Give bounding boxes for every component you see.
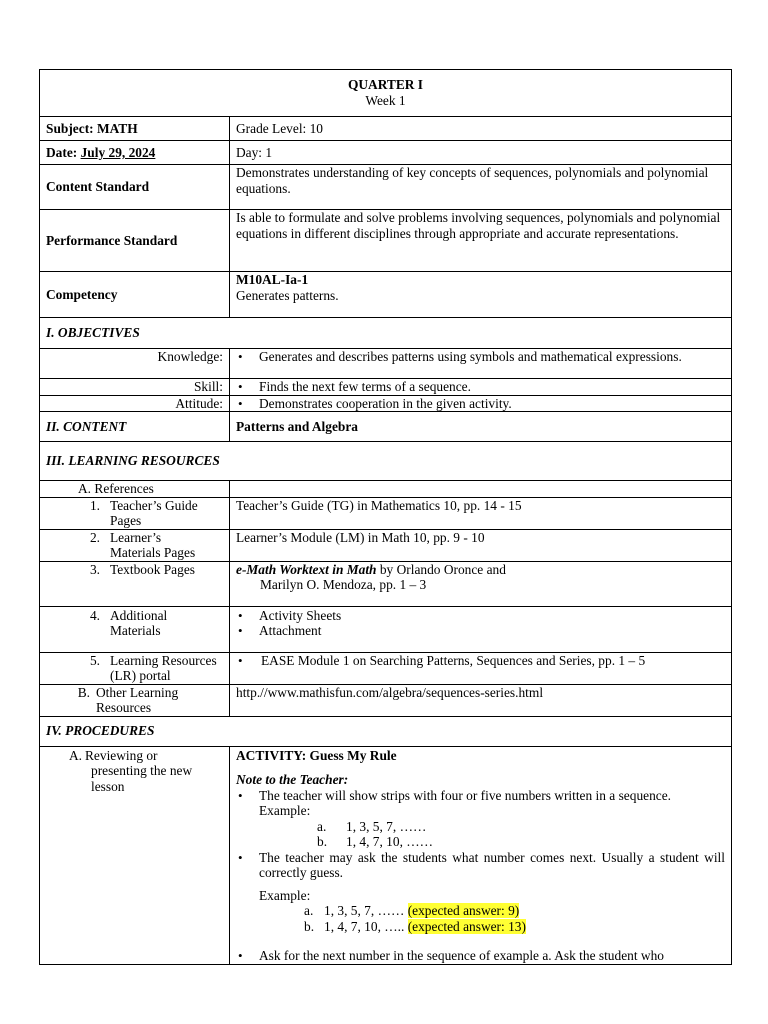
performance-standard-text: Is able to formulate and solve problems involving sequences, polynomials and polynomial equations in different disciplines through appropriate and accurate representations. xyxy=(230,210,732,272)
date-cell xyxy=(40,141,230,165)
competency-row xyxy=(40,272,732,318)
content-standard-label: Content Standard xyxy=(40,165,230,210)
date-label: Date: xyxy=(46,144,78,160)
knowledge-text: • Generates and describes patterns using symbols and mathematical expressions. xyxy=(236,349,725,365)
textbook-value xyxy=(230,561,732,606)
attitude-cell xyxy=(230,395,732,412)
skill-row xyxy=(40,379,732,396)
learners-materials-label-2: Materials Pages xyxy=(110,545,196,560)
date-value: July 29, 2024 xyxy=(80,144,156,160)
resources-heading: III. LEARNING RESOURCES xyxy=(40,442,732,481)
attitude-row xyxy=(40,395,732,412)
competency-text: Generates patterns. xyxy=(236,287,339,303)
procedure-bullet-2: • The teacher may ask the students what number comes next. Usually a student will correctly guess. xyxy=(236,850,725,881)
competency-label: Competency xyxy=(40,272,230,318)
additional-materials-label-2: Materials xyxy=(110,623,161,638)
quarter-header xyxy=(40,70,732,117)
procedure-bullet-1-example: Example: xyxy=(259,803,311,818)
lr-portal-value: • EASE Module 1 on Searching Patterns, Sequences and Series, pp. 1 – 5 xyxy=(236,653,725,669)
teachers-guide-value: Teacher’s Guide (TG) in Mathematics 10, pp. 14 - 15 xyxy=(230,497,732,529)
learners-materials-num: 2. xyxy=(89,529,100,545)
attitude-label: Attitude: xyxy=(40,395,230,412)
procedures-heading: IV. PROCEDURES xyxy=(40,716,732,746)
learners-materials-label-1: Learner’s xyxy=(110,529,162,545)
quarter-title: QUARTER I xyxy=(347,77,424,92)
other-resources-label-1: Other Learning xyxy=(96,684,179,700)
textbook-title: e-Math Worktext in Math xyxy=(236,561,377,577)
knowledge-row xyxy=(40,349,732,379)
references-value xyxy=(230,481,732,498)
additional-item-activity-sheets: • Activity Sheets xyxy=(236,608,725,624)
procedure-bullet-3: • Ask for the next number in the sequence of example a. Ask the student who xyxy=(236,948,725,964)
textbook-label-cell xyxy=(40,561,230,606)
example-1a: a. 1, 3, 5, 7, …… xyxy=(317,818,427,834)
example-1b: b. 1, 4, 7, 10, …… xyxy=(317,834,434,849)
performance-standard-row xyxy=(40,210,732,272)
additional-item-attachment: • Attachment xyxy=(236,623,725,639)
additional-materials-label-1: Additional xyxy=(110,607,168,623)
textbook-num: 3. xyxy=(89,561,100,577)
procedure-a-label-1: Reviewing or xyxy=(85,747,158,763)
references-label-cell xyxy=(40,481,230,498)
lr-portal-value-cell xyxy=(230,652,732,684)
lesson-plan-table xyxy=(39,69,732,965)
other-resources-label-cell xyxy=(40,684,230,716)
lr-portal-label-cell xyxy=(40,652,230,684)
header-row xyxy=(40,70,732,117)
subject-row xyxy=(40,117,732,141)
textbook-label: Textbook Pages xyxy=(110,561,195,577)
lr-portal-label-1: Learning Resources xyxy=(110,652,217,668)
lr-portal-label-2: (LR) portal xyxy=(110,668,171,683)
skill-cell xyxy=(230,379,732,396)
additional-materials-value xyxy=(230,606,732,652)
references-label: References xyxy=(94,481,154,496)
content-heading: II. CONTENT xyxy=(40,412,230,442)
teachers-guide-label-2: Pages xyxy=(110,513,142,528)
lr-portal-num: 5. xyxy=(89,652,100,668)
textbook-row xyxy=(40,561,732,606)
lesson-plan-page xyxy=(39,69,731,965)
skill-label: Skill: xyxy=(40,379,230,396)
procedure-a-row xyxy=(40,746,732,964)
example-2b: b. 1, 4, 7, 10, ….. (expected answer: 13) xyxy=(304,918,526,934)
procedure-a-content xyxy=(230,746,732,964)
content-standard-text: Demonstrates understanding of key concepts of sequences, polynomials and polynomial equations. xyxy=(230,165,732,210)
content-row xyxy=(40,412,732,442)
lr-portal-row xyxy=(40,652,732,684)
example-label: Example: xyxy=(259,887,311,903)
textbook-author: by Orlando Oronce and xyxy=(376,561,506,577)
week-label: Week 1 xyxy=(365,92,406,108)
procedure-a-label-2: presenting the new xyxy=(91,763,193,778)
additional-materials-label-cell xyxy=(40,606,230,652)
additional-materials-row xyxy=(40,606,732,652)
learners-materials-row xyxy=(40,529,732,561)
date-row xyxy=(40,141,732,165)
subject-cell: Subject: MATH xyxy=(40,117,230,141)
skill-text: • Finds the next few terms of a sequence. xyxy=(236,379,725,395)
procedures-heading-row xyxy=(40,716,732,746)
other-resources-value: http.//www.mathisfun.com/algebra/sequences-series.html xyxy=(230,684,732,716)
competency-code: M10AL-Ia-1 xyxy=(236,272,309,287)
objectives-heading: I. OBJECTIVES xyxy=(40,318,732,349)
grade-level-cell: Grade Level: 10 xyxy=(230,117,732,141)
teachers-guide-num: 1. xyxy=(89,497,100,513)
other-resources-letter: B. xyxy=(77,684,90,700)
teachers-guide-label-1: Teacher’s Guide xyxy=(110,497,198,513)
content-standard-row xyxy=(40,165,732,210)
expected-answer-a: (expected answer: 9) xyxy=(407,903,520,918)
other-resources-row xyxy=(40,684,732,716)
additional-materials-num: 4. xyxy=(89,607,100,623)
other-resources-label-2: Resources xyxy=(96,700,152,715)
expected-answer-b: (expected answer: 13) xyxy=(407,918,526,934)
learners-materials-value: Learner’s Module (LM) in Math 10, pp. 9 - 10 xyxy=(230,529,732,561)
activity-title: ACTIVITY: Guess My Rule xyxy=(236,747,397,763)
example-2a: a. 1, 3, 5, 7, …… (expected answer: 9) xyxy=(304,903,520,918)
content-value: Patterns and Algebra xyxy=(230,412,732,442)
teachers-guide-label-cell xyxy=(40,497,230,529)
teacher-note-heading: Note to the Teacher: xyxy=(236,772,349,787)
procedure-a-label-3: lesson xyxy=(91,778,125,794)
teachers-guide-row xyxy=(40,497,732,529)
learners-materials-label-cell xyxy=(40,529,230,561)
textbook-author-line2: Marilyn O. Mendoza, pp. 1 – 3 xyxy=(260,577,427,592)
day-cell: Day: 1 xyxy=(230,141,732,165)
competency-cell xyxy=(230,272,732,318)
performance-standard-label: Performance Standard xyxy=(40,210,230,272)
procedure-a-label-cell xyxy=(40,746,230,964)
procedure-bullet-1 xyxy=(236,788,725,850)
references-letter: A. xyxy=(78,481,92,496)
references-row xyxy=(40,481,732,498)
attitude-text: • Demonstrates cooperation in the given activity. xyxy=(236,396,725,412)
procedure-bullet-1-text: • The teacher will show strips with four or five numbers written in a sequence. xyxy=(259,787,672,803)
knowledge-label: Knowledge: xyxy=(40,349,230,379)
objectives-heading-row xyxy=(40,318,732,349)
knowledge-cell xyxy=(230,349,732,379)
procedure-a-letter: A. xyxy=(68,747,82,763)
resources-heading-row xyxy=(40,442,732,481)
